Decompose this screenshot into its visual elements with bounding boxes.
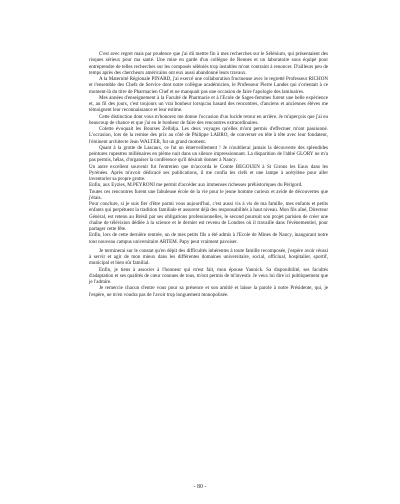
page-number: - 80 - <box>193 484 207 490</box>
paragraph: Enfin, je tiens à associer à l'honneur qui m'est fait, mon épouse Yannick. Sa disponibilité, ses facultés d'adaptation et ses qualités de cœur connues de tous, m'ont permis de m'investir. Je veux lui dire ici publiquement que je l'admire. <box>89 266 328 285</box>
paragraph: Mes années d'enseignement à la Faculté de Pharmacie et à l'Ecole de Sages-femmes furent une belle expérience et, au fil des jours, c'est toujours un vrai bonheur lorsqu'au hasard des rencontres, d'anciens et anciennes élèves me témoignent leur reconnaissance et leur estime. <box>89 94 328 114</box>
body-text <box>89 51 328 298</box>
paragraph: Un autre excellent souvenir fut l'entretien que m'accorda le Comte BEGOUEN à St Girons les Eaux dans les Pyrénées. Après m'avoir dédicacé ses publications, il me confia les clefs et une lampe à acétylène pour aller inventorier sa propre grotte. <box>89 163 328 182</box>
paragraph: Toutes ces rencontres furent une fabuleuse école de la vie pour le jeune homme curieux et avide de découvertes que j'étais. <box>89 188 328 201</box>
paragraph: Enfin, aux Eyzies, M.PEYRONI me permit d'accéder aux immenses richesses préhistoriques du Périgord. <box>89 182 303 189</box>
paragraph: Je remercie chacun d'entre vous pour sa présence et son amitié et laisse la parole à notre Présidente, qui, je l'espère, ne m'en voudra pas de l'avoir trop longuement monopolisée. <box>89 285 328 298</box>
paragraph: C'est avec regret mais par prudence que j'ai dû mettre fin à mes recherches sur le Sélénium, qui présentaient des risques sérieux pour ma santé. Une mise en garde d'un collègue de Rennes et un laboratoire sous équipé pour entreprendre de telles recherches sur les composés séléniés trop instables m'ont contraint à renoncer. D'ailleurs peu de temps après des chercheurs américains ont eux aussi abandonné leurs travaux. <box>89 51 328 76</box>
paragraph: Quant à la grotte de Lascaux, ce fut un émerveillement ! Je n'oublierai jamais la découverte des splendides peintures rupestres millénaires en plème nuit dans un silence impressionnant. La disparition de l'abbé GLORY ne m'a pas permis, hélas, d'organiser la conférence qu'il désirait donner à Nancy. <box>89 144 328 164</box>
paragraph: Je terminerai sur le constat qu'en dépit des difficultés inhérentes à toute famille recomposée, j'espère avoir réussi à servir et agir de mon mieux dans les différentes domaines universitaire, social, officinal, hospitalier, sportif, municipal et bien sûr familial. <box>89 247 328 267</box>
paragraph: Colette évoquait les Bourses Zellidja. Les deux voyages qu'elles m'ont permis d'effectuer m'ont passionné. L'occasion, lors de la remise des prix au côté de Philippe LABRO, de converser en tête à tête avec leur fondateur, l'éminent architecte Jean WALTER, fut un grand moment. <box>89 126 328 145</box>
paragraph: Cette distinction dont vous m'honorez me donne l'occasion d'un lucide retour en arrière. Je m'aperçois que j'ai eu beaucoup de chance et que j'ai eu le bonheur de faire des rencontres extraordinaires. <box>89 113 328 126</box>
paragraph: A la Maternité Régionale PINARD, j'ai exercé une collaboration fructueuse avec le regretté Professeur RICHON et l'ensemble des Chefs de Service dont notre collègue académicien, le Professeur Pierre Landes qui s'orientait à ce moment-là du titre de Pharmacien Chef et ne manquait pas une occasion de faire l'apologie des laminaires. <box>89 76 328 95</box>
paragraph: Pour conclure, si je suis fier d'être parmi vous aujourd'hui, c'est aussi vis à vis de ma famille, mes enfants et petits enfants qui perpétuent la tradition familiale et assurent déjà des responsabilités à haut niveau. Mon fils aîné, Directeur Général, est retenu au Brésil par ses obligations professionnelles, le second poursuit son projet parisien de créer une chaîne de télévision dédiée à la science et le dernier est revenu de Londres où il travaille dans l'événementiel, pour partager cette fête. <box>89 201 328 232</box>
paragraph: Enfin, lors de cette dernière rentrée, un de mes petits fils a été admis à l'Ecole de Mines de Nancy, inaugurant notre tout nouveau campus universitaire ARTEM. Papy peut vraiment pavoiser. <box>89 232 328 245</box>
